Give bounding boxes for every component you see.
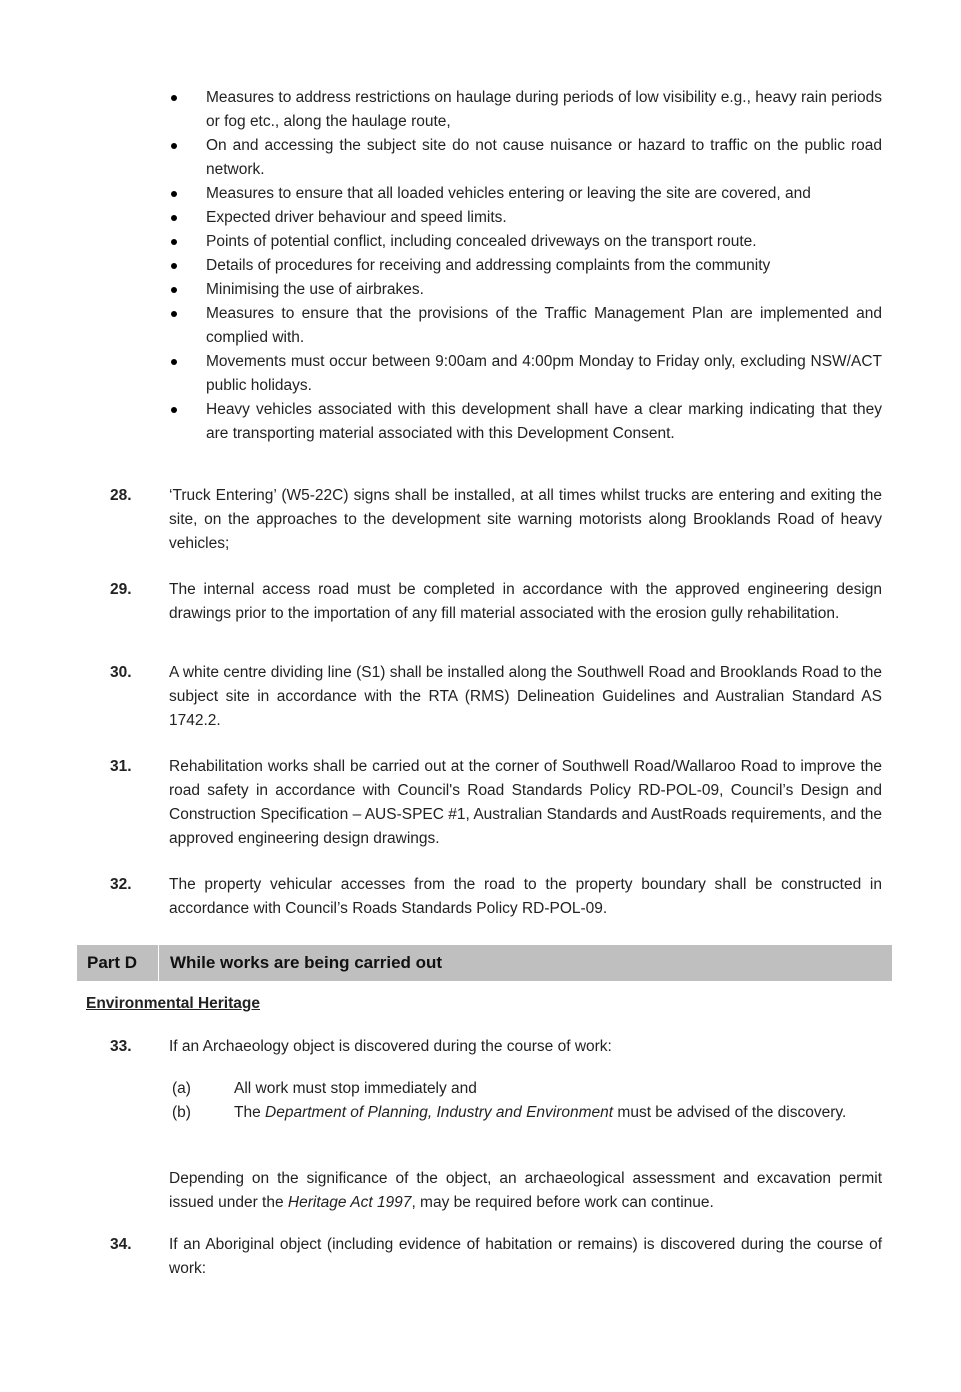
bullet-item: Heavy vehicles associated with this development shall have a clear marking indicating that they are transporting material associated with this Development Consent. xyxy=(168,398,882,446)
clause-34 xyxy=(110,1233,882,1281)
clause-31 xyxy=(110,755,882,851)
bullet-item: Measures to ensure that all loaded vehicles entering or leaving the site are covered, and xyxy=(168,182,882,206)
part-divider xyxy=(158,945,159,981)
clause-number: 33. xyxy=(110,1038,132,1055)
clause-28 xyxy=(110,484,882,556)
clause-text: ‘Truck Entering’ (W5-22C) signs shall be installed, at all times whilst trucks are entering and exiting the site, on the approaches to the development site warning motorists along Brooklands Road of heavy vehicles; xyxy=(169,487,882,552)
sub-item-b xyxy=(172,1101,882,1125)
clause-number: 31. xyxy=(110,758,132,775)
bullet-item: On and accessing the subject site do not cause nuisance or hazard to traffic on the public road network. xyxy=(168,134,882,182)
paragraph-pre: Depending on the significance of the object, an archaeological assessment and excavation permit issued under the xyxy=(169,1170,882,1211)
sub-item-text xyxy=(234,1101,882,1125)
clause-text: The property vehicular accesses from the road to the property boundary shall be constructed in accordance with Council’s Roads Standards Policy RD-POL-09. xyxy=(169,876,882,917)
clause-33 xyxy=(110,1035,882,1059)
sub-item-label: (a) xyxy=(172,1080,191,1097)
clause-text: The internal access road must be completed in accordance with the approved engineering design drawings prior to the importation of any fill material associated with the erosion gully rehabilitation. xyxy=(169,581,882,622)
department-name: Department of Planning, Industry and Environment xyxy=(265,1104,614,1121)
clause-33-sub-list xyxy=(172,1077,882,1125)
paragraph-post: , may be required before work can continue. xyxy=(411,1194,714,1211)
sub-item-text-pre: The xyxy=(234,1104,266,1121)
clause-text: If an Archaeology object is discovered during the course of work: xyxy=(169,1038,612,1055)
sub-item-a xyxy=(172,1077,882,1101)
traffic-plan-bullet-list xyxy=(168,86,882,446)
bullet-item: Measures to address restrictions on haulage during periods of low visibility e.g., heavy rain periods or fog etc., along the haulage route, xyxy=(168,86,882,134)
clause-number: 30. xyxy=(110,664,132,681)
bullet-item: Movements must occur between 9:00am and 4:00pm Monday to Friday only, excluding NSW/ACT public holidays. xyxy=(168,350,882,398)
bullet-item: Measures to ensure that the provisions of the Traffic Management Plan are implemented and complied with. xyxy=(168,302,882,350)
heritage-act-reference: Heritage Act 1997 xyxy=(287,1194,412,1211)
part-d-header xyxy=(77,945,892,981)
bullet-item: Expected driver behaviour and speed limits. xyxy=(168,206,882,230)
part-label: Part D xyxy=(87,953,138,972)
bullet-item: Minimising the use of airbrakes. xyxy=(168,278,882,302)
bullet-item: Details of procedures for receiving and addressing complaints from the community xyxy=(168,254,882,278)
sub-item-text-post: must be advised of the discovery. xyxy=(613,1104,847,1121)
clause-32 xyxy=(110,873,882,921)
clause-30 xyxy=(110,661,882,733)
sub-item-text: All work must stop immediately and xyxy=(234,1080,477,1097)
clause-33-paragraph xyxy=(169,1167,882,1215)
part-title: While works are being carried out xyxy=(170,953,443,972)
clause-text: If an Aboriginal object (including evidence of habitation or remains) is discovered during the course of work: xyxy=(169,1236,882,1277)
sub-item-label: (b) xyxy=(172,1104,191,1121)
clause-29 xyxy=(110,578,882,626)
clause-number: 34. xyxy=(110,1236,132,1253)
clause-number: 32. xyxy=(110,876,132,893)
bullet-item: Points of potential conflict, including concealed driveways on the transport route. xyxy=(168,230,882,254)
clause-number: 29. xyxy=(110,581,132,598)
section-heading: Environmental Heritage xyxy=(86,995,260,1012)
clause-text: A white centre dividing line (S1) shall be installed along the Southwell Road and Brooklands Road to the subject site in accordance with the RTA (RMS) Delineation Guidelines and Australian Standard AS 1742.2. xyxy=(169,664,882,729)
clause-number: 28. xyxy=(110,487,132,504)
clause-text: Rehabilitation works shall be carried out at the corner of Southwell Road/Wallaroo Road to improve the road safety in accordance with Council's Road Standards Policy RD-POL-09, Council’s Design and Construction Specification – AUS-SPEC #1, Australian Standards and AustRoads requirements, and the approved engineering design drawings. xyxy=(169,758,882,847)
